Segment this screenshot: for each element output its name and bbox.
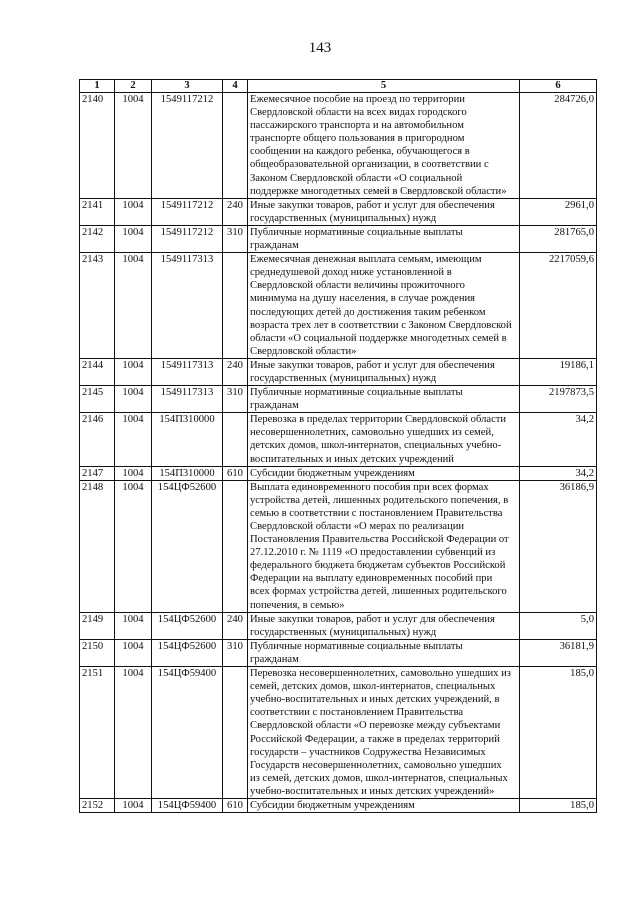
table-row [80,198,597,225]
section-code: 1004 [115,798,152,812]
expense-type-code: 240 [223,358,248,385]
amount: 281765,0 [520,225,597,252]
section-code: 1004 [115,386,152,413]
item-name: Публичные нормативные социальные выплаты гражданам [248,225,520,252]
item-name: Иные закупки товаров, работ и услуг для обеспечения государственных (муниципальных) нужд [248,198,520,225]
item-name: Иные закупки товаров, работ и услуг для обеспечения государственных (муниципальных) нужд [248,358,520,385]
target-article-code: 154ЦФ59400 [152,798,223,812]
header-row [80,80,597,93]
table-row [80,358,597,385]
row-number: 2145 [80,386,115,413]
target-article-code: 154ЦФ52600 [152,612,223,639]
expense-type-code: 310 [223,386,248,413]
section-code: 1004 [115,466,152,480]
target-article-code: 154ЦФ52600 [152,480,223,612]
expense-type-code: 240 [223,612,248,639]
table-row [80,413,597,466]
section-code: 1004 [115,358,152,385]
column-header: 3 [152,80,223,93]
amount: 36181,9 [520,639,597,666]
expense-type-code: 240 [223,198,248,225]
item-name: Иные закупки товаров, работ и услуг для обеспечения государственных (муниципальных) нужд [248,612,520,639]
target-article-code: 154П310000 [152,466,223,480]
row-number: 2150 [80,639,115,666]
target-article-code: 154П310000 [152,413,223,466]
section-code: 1004 [115,93,152,199]
column-header: 4 [223,80,248,93]
amount: 34,2 [520,413,597,466]
section-code: 1004 [115,639,152,666]
amount: 2217059,6 [520,253,597,359]
amount: 185,0 [520,798,597,812]
budget-table [79,79,597,813]
item-name: Перевозка в пределах территории Свердловской области несовершеннолетних, самовольно ушедших из семей, детских домов, школ-интернатов, специальных учебно- воспитательных и иных детских учреждений [248,413,520,466]
row-number: 2141 [80,198,115,225]
amount: 19186,1 [520,358,597,385]
section-code: 1004 [115,480,152,612]
table-row [80,612,597,639]
section-code: 1004 [115,225,152,252]
expense-type-code: 310 [223,639,248,666]
expense-type-code: 610 [223,466,248,480]
row-number: 2144 [80,358,115,385]
expense-type-code [223,93,248,199]
column-header: 1 [80,80,115,93]
expense-type-code: 310 [223,225,248,252]
item-name: Публичные нормативные социальные выплаты гражданам [248,639,520,666]
row-number: 2140 [80,93,115,199]
amount: 2197873,5 [520,386,597,413]
row-number: 2143 [80,253,115,359]
amount: 34,2 [520,466,597,480]
expense-type-code [223,480,248,612]
amount: 5,0 [520,612,597,639]
target-article-code: 1549117212 [152,93,223,199]
table-row [80,225,597,252]
amount: 185,0 [520,667,597,799]
row-number: 2151 [80,667,115,799]
row-number: 2147 [80,466,115,480]
target-article-code: 1549117313 [152,386,223,413]
column-header: 5 [248,80,520,93]
table-row [80,93,597,199]
table-row [80,667,597,799]
row-number: 2152 [80,798,115,812]
table-row [80,253,597,359]
table-row [80,466,597,480]
table-row [80,798,597,812]
target-article-code: 1549117212 [152,225,223,252]
section-code: 1004 [115,667,152,799]
target-article-code: 154ЦФ52600 [152,639,223,666]
amount: 2961,0 [520,198,597,225]
expense-type-code [223,413,248,466]
expense-type-code [223,253,248,359]
expense-type-code [223,667,248,799]
row-number: 2146 [80,413,115,466]
expense-type-code: 610 [223,798,248,812]
item-name: Выплата единовременного пособия при всех формах устройства детей, лишенных родительского попечения, в семью в соответствии с постановлением Правительства Свердловской области «О мерах по реализации Постановления Правительства Российской Федерации от 27.12.2010 г. № 1119 «О предоставлении субвенций из федерального бюджета бюджетам субъектов Российской Федерации на выплату единовременных пособий при всех формах устройства детей, лишенных родительского попечения, в семью» [248,480,520,612]
section-code: 1004 [115,198,152,225]
item-name: Ежемесячное пособие на проезд по территории Свердловской области на всех видах городского пассажирского транспорта и на автомобильном транспорте общего пользования в пригородном сообщении на каждого ребенка, обучающегося в общеобразовательной организации, в соответствии с Законом Свердловской области «О социальной поддержке многодетных семей в Свердловской области» [248,93,520,199]
item-name: Субсидии бюджетным учреждениям [248,798,520,812]
target-article-code: 1549117313 [152,253,223,359]
item-name: Субсидии бюджетным учреждениям [248,466,520,480]
row-number: 2142 [80,225,115,252]
column-header: 6 [520,80,597,93]
amount: 284726,0 [520,93,597,199]
page-number: 143 [308,40,332,56]
target-article-code: 1549117212 [152,198,223,225]
target-article-code: 1549117313 [152,358,223,385]
item-name: Перевозка несовершеннолетних, самовольно ушедших из семей, детских домов, школ-интернатов, специальных учебно-воспитательных и иных детских учреждений, в соответствии с постановлением Правительства Свердловской области «О перевозке между субъектами Российской Федерации, а также в пределах территорий государств – участников Содружества Независимых Государств несовершеннолетних, самовольно ушедших из семей, детских домов, школ-интернатов, специальных учебно-воспитательных и иных детских учреждений» [248,667,520,799]
column-header: 2 [115,80,152,93]
row-number: 2148 [80,480,115,612]
amount: 36186,9 [520,480,597,612]
table-row [80,480,597,612]
row-number: 2149 [80,612,115,639]
item-name: Ежемесячная денежная выплата семьям, имеющим среднедушевой доход ниже установленной в Свердловской области величины прожиточного минимума на душу населения, в случае рождения последующих детей до достижения таким ребенком возраста трех лет в соответствии с Законом Свердловской области «О социальной поддержке многодетных семей в Свердловской области» [248,253,520,359]
table-row [80,639,597,666]
target-article-code: 154ЦФ59400 [152,667,223,799]
section-code: 1004 [115,413,152,466]
section-code: 1004 [115,612,152,639]
item-name: Публичные нормативные социальные выплаты гражданам [248,386,520,413]
table-row [80,386,597,413]
section-code: 1004 [115,253,152,359]
